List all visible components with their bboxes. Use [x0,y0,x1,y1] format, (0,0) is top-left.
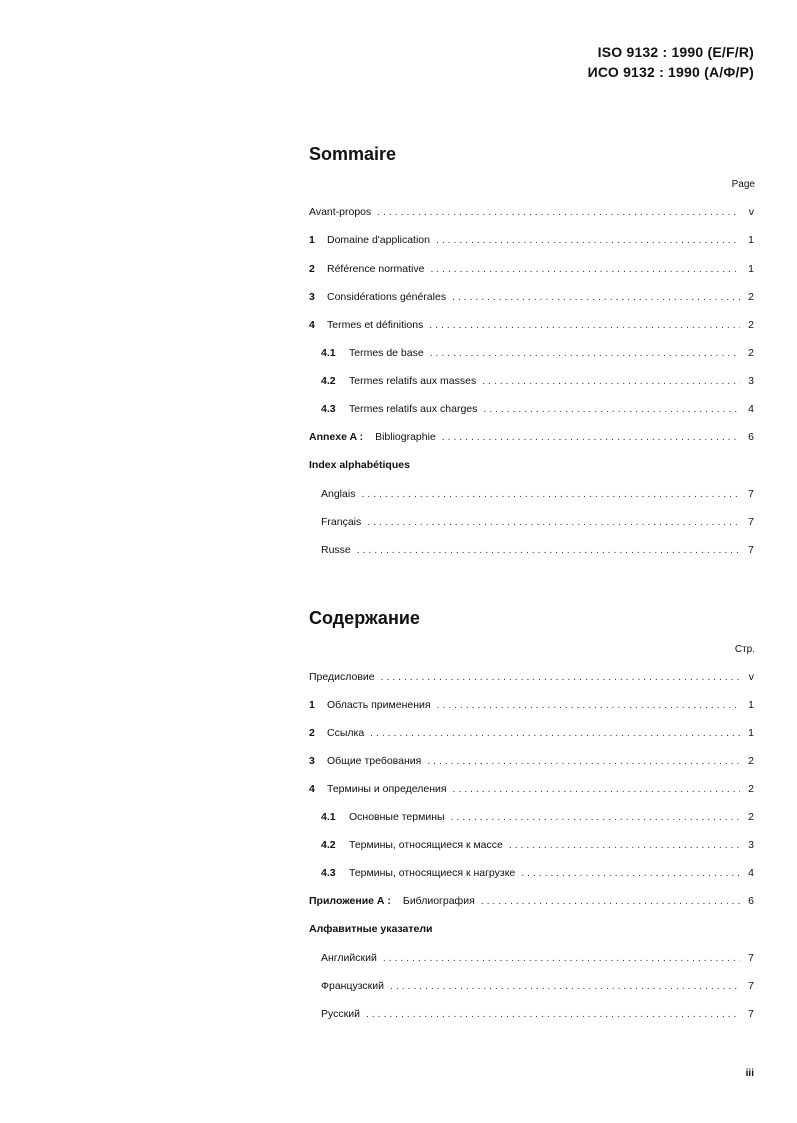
page-column-label-french: Page [731,179,755,190]
document-reference [588,42,754,82]
entry-number: 4.1 [321,347,336,359]
entry-text: Termes relatifs aux masses [349,375,477,387]
toc-entry-index-english[interactable] [321,486,754,502]
toc-entry-2[interactable] [309,725,754,741]
entry-number: 3 [309,755,315,767]
toc-entry-4[interactable] [309,781,754,797]
entry-text: Anglais [321,488,356,500]
annex-label: Приложение А : [309,895,391,907]
entry-number: 2 [309,727,315,739]
entry-text: Russe [321,544,351,556]
page-column-label-russian: Стр. [734,644,755,655]
toc-entry-4-3[interactable] [321,401,754,417]
entry-page: v [748,206,754,218]
toc-entry-3[interactable] [309,753,754,769]
entry-number: 4.2 [321,839,336,851]
annex-label: Annexe A : [309,431,364,443]
entry-number: 4.1 [321,811,336,823]
entry-text: Термины, относящиеся к нагрузке [349,867,516,879]
entry-text: Bibliographie [375,431,436,443]
entry-page: 7 [748,980,754,992]
index-heading-french: Index alphabétiques [309,459,410,471]
entry-page: 7 [748,488,754,500]
toc-entry-4-3[interactable] [321,865,754,881]
toc-entry-4[interactable] [309,317,754,333]
toc-entry-annex-a[interactable] [309,893,754,909]
entry-text: Термины и определения [327,783,447,795]
toc-entry-2[interactable] [309,261,754,277]
toc-entry-index-french[interactable] [321,978,754,994]
toc-entry-foreword[interactable] [309,669,754,685]
entry-number: 3 [309,291,315,303]
entry-page: 2 [748,291,754,303]
entry-text: Французский [321,980,384,992]
entry-text: Область применения [327,699,431,711]
toc-entry-index-russian[interactable] [321,542,754,558]
entry-page: 1 [748,727,754,739]
toc-entry-index-english[interactable] [321,950,754,966]
entry-page: 2 [748,347,754,359]
entry-text: Предисловие [309,671,375,683]
entry-page: 7 [748,952,754,964]
entry-page: 1 [748,234,754,246]
entry-page: v [748,671,754,683]
toc-entry-1[interactable] [309,697,754,713]
entry-text: Ссылка [327,727,365,739]
toc-title-french: Sommaire [309,144,397,164]
entry-page: 7 [748,544,754,556]
entry-page: 4 [748,867,754,879]
entry-text: Termes de base [349,347,424,359]
entry-text: Основные термины [349,811,445,823]
entry-number: 1 [309,234,315,246]
toc-entry-4-1[interactable] [321,809,754,825]
toc-entry-4-2[interactable] [321,837,754,853]
toc-entry-4-2[interactable] [321,373,754,389]
entry-page: 6 [748,431,754,443]
entry-number: 4.3 [321,867,336,879]
entry-text: Русский [321,1008,360,1020]
entry-number: 1 [309,699,315,711]
index-heading-russian: Алфавитные указатели [309,923,433,935]
entry-number: 2 [309,263,315,275]
entry-text: Termes et définitions [327,319,424,331]
reference-line-2: ИСО 9132 : 1990 (А/Ф/Р) [587,64,754,80]
toc-entry-foreword[interactable] [309,204,754,220]
toc-entry-index-french[interactable] [321,514,754,530]
toc-entry-3[interactable] [309,289,754,305]
entry-page: 2 [748,319,754,331]
entry-page: 1 [748,263,754,275]
entry-page: 1 [748,699,754,711]
toc-entry-4-1[interactable] [321,345,754,361]
reference-line-1: ISO 9132 : 1990 (E/F/R) [597,44,754,60]
entry-number: 4.2 [321,375,336,387]
entry-text: Domaine d'application [327,234,430,246]
entry-page: 7 [748,516,754,528]
entry-page: 2 [748,755,754,767]
entry-text: Английский [321,952,377,964]
entry-text: Considérations générales [327,291,447,303]
toc-entry-annex-a[interactable] [309,429,754,445]
entry-page: 7 [748,1008,754,1020]
entry-text: Termes relatifs aux charges [349,403,478,415]
entry-text: Общие требования [327,755,422,767]
page-number: iii [745,1068,754,1079]
entry-page: 2 [748,811,754,823]
entry-text: Avant-propos [309,206,372,218]
entry-page: 2 [748,783,754,795]
entry-number: 4 [309,783,315,795]
entry-page: 3 [748,375,754,387]
entry-page: 6 [748,895,754,907]
entry-number: 4 [309,319,315,331]
entry-number: 4.3 [321,403,336,415]
entry-page: 4 [748,403,754,415]
toc-title-russian: Содержание [309,608,420,628]
entry-text: Термины, относящиеся к массе [349,839,503,851]
toc-entry-index-russian[interactable] [321,1006,754,1022]
toc-entry-1[interactable] [309,232,754,248]
entry-text: Référence normative [327,263,425,275]
entry-text: Библиография [402,895,475,907]
entry-page: 3 [748,839,754,851]
entry-text: Français [321,516,362,528]
